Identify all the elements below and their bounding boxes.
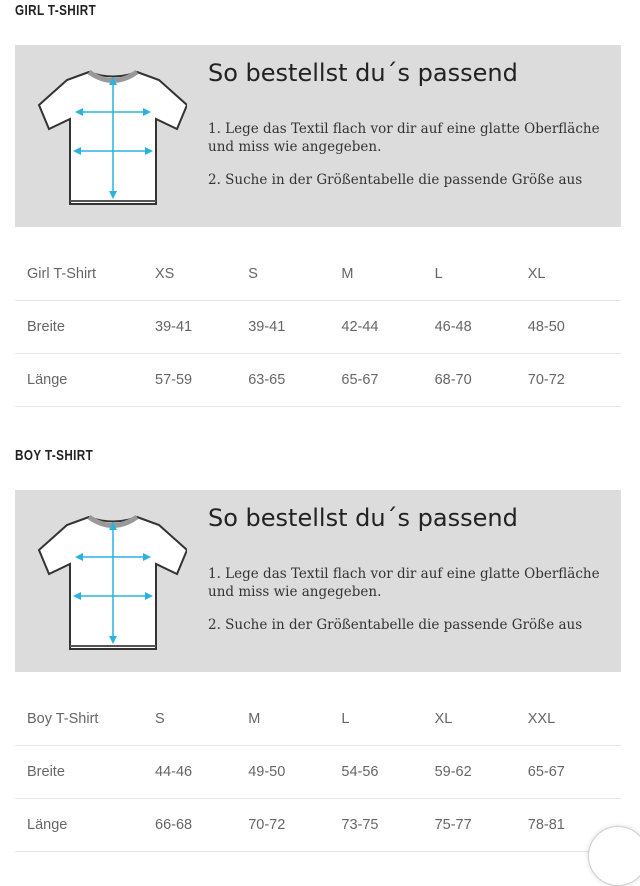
size-guide-banner-girl: [15, 45, 621, 227]
section-title-boy: BOY T-SHIRT: [15, 447, 94, 464]
table-row: [15, 746, 621, 799]
section-title-girl: GIRL T-SHIRT: [15, 2, 97, 19]
table-row: [15, 301, 621, 354]
table-header-cell: XXL: [528, 693, 621, 746]
table-cell: 48-50: [528, 301, 621, 354]
size-table-boy: [15, 693, 621, 852]
table-row: [15, 354, 621, 407]
table-cell: 49-50: [248, 746, 341, 799]
size-guide-banner-boy: [15, 490, 621, 672]
tshirt-measure-icon: [37, 512, 187, 652]
table-cell: 39-41: [248, 301, 341, 354]
size-table-girl: [15, 248, 621, 407]
table-header-row: [15, 693, 621, 746]
table-cell: 54-56: [341, 746, 434, 799]
table-cell: 59-62: [435, 746, 528, 799]
table-row-label: Breite: [15, 746, 155, 799]
table-row-label: Länge: [15, 799, 155, 852]
table-header-cell: L: [341, 693, 434, 746]
table-header-cell: XL: [528, 248, 621, 301]
table-cell: 57-59: [155, 354, 248, 407]
table-cell: 65-67: [528, 746, 621, 799]
table-cell: 63-65: [248, 354, 341, 407]
table-cell: 73-75: [341, 799, 434, 852]
tshirt-measure-icon: [37, 67, 187, 207]
scroll-to-top-button[interactable]: [588, 826, 640, 886]
table-cell: 70-72: [528, 354, 621, 407]
banner-step-1: 1. Lege das Textil flach vor dir auf eine glatte Oberfläche und miss wie angegeben.: [208, 566, 600, 600]
table-cell: 65-67: [341, 354, 434, 407]
table-cell: 78-81: [528, 799, 621, 852]
table-header-cell: Girl T-Shirt: [15, 248, 155, 301]
banner-headline: So bestellst du´s passend: [208, 504, 518, 532]
table-header-cell: L: [435, 248, 528, 301]
banner-step-2: 2. Suche in der Größentabelle die passende Größe aus: [208, 617, 583, 633]
table-row-label: Breite: [15, 301, 155, 354]
table-header-cell: XL: [435, 693, 528, 746]
table-header-cell: Boy T-Shirt: [15, 693, 155, 746]
banner-headline: So bestellst du´s passend: [208, 59, 518, 87]
table-header-cell: M: [341, 248, 434, 301]
table-header-cell: S: [248, 248, 341, 301]
table-header-cell: XS: [155, 248, 248, 301]
table-cell: 68-70: [435, 354, 528, 407]
table-row: [15, 799, 621, 852]
banner-step-2: 2. Suche in der Größentabelle die passende Größe aus: [208, 172, 583, 188]
table-cell: 75-77: [435, 799, 528, 852]
table-row-label: Länge: [15, 354, 155, 407]
table-cell: 46-48: [435, 301, 528, 354]
table-cell: 42-44: [341, 301, 434, 354]
table-cell: 70-72: [248, 799, 341, 852]
table-cell: 66-68: [155, 799, 248, 852]
banner-step-1: 1. Lege das Textil flach vor dir auf eine glatte Oberfläche und miss wie angegeben.: [208, 121, 600, 155]
table-cell: 44-46: [155, 746, 248, 799]
table-header-row: [15, 248, 621, 301]
table-cell: 39-41: [155, 301, 248, 354]
table-header-cell: M: [248, 693, 341, 746]
table-header-cell: S: [155, 693, 248, 746]
